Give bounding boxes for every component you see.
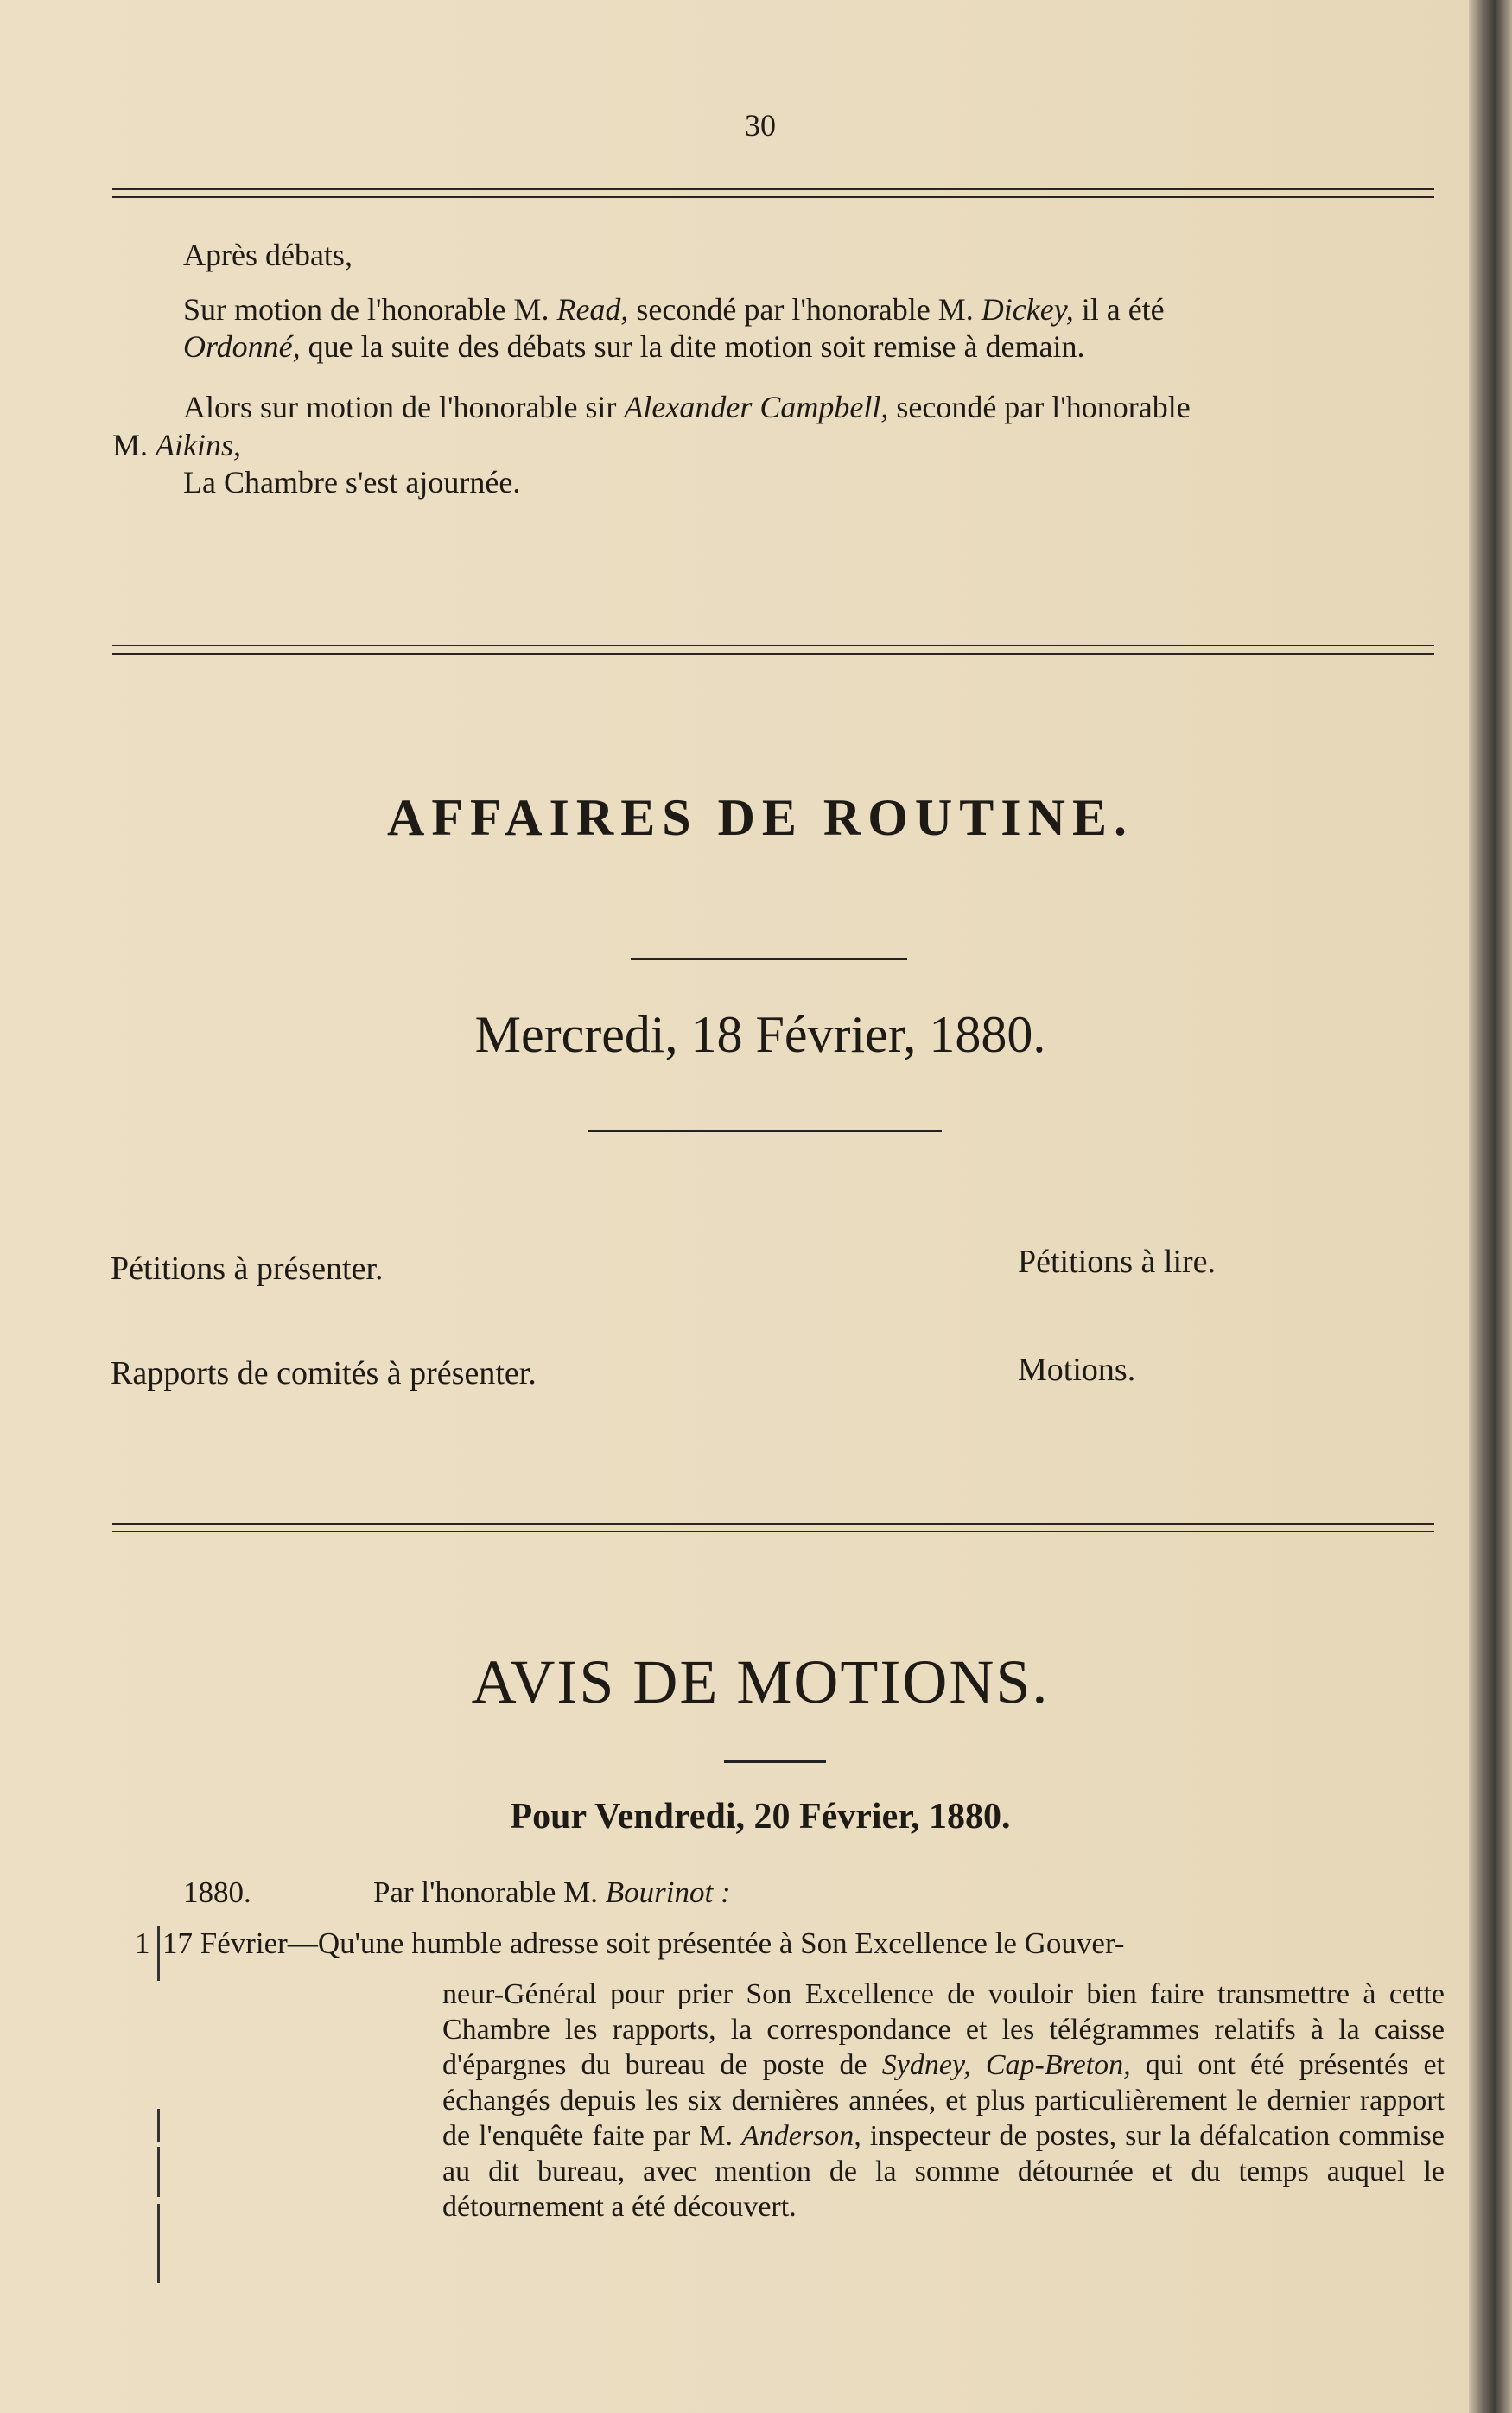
rule-mid-2 — [112, 653, 1434, 655]
para-apres-debats: Après débats, — [183, 238, 353, 272]
avis-year: 1880. — [183, 1875, 251, 1909]
rule-low-1 — [112, 1523, 1434, 1525]
para-aikins: M. Aikins, — [112, 428, 241, 462]
item-petitions-lire: Pétitions à lire. — [1018, 1244, 1217, 1280]
motion-number: 1 — [135, 1926, 150, 1960]
avis-par-honorable: Par l'honorable M. Bourinot : — [373, 1875, 731, 1909]
page-number: 30 — [745, 108, 776, 143]
divider-short-3 — [724, 1760, 826, 1763]
divider-short-1 — [631, 958, 907, 960]
divider-short-2 — [588, 1130, 942, 1132]
para-ordonne: Ordonné, que la suite des débats sur la dite motion soit remise à demain. — [183, 329, 1085, 364]
motion-first-line: 17 Février—Qu'une humble adresse soit présentée à Son Excellence le Gouver- — [162, 1926, 1125, 1960]
para-sur-motion-read: Sur motion de l'honorable M. Read, secondé par l'honorable M. Dickey, il a été — [183, 292, 1165, 327]
rule-low-2 — [112, 1531, 1434, 1532]
rule-top-2 — [112, 196, 1434, 198]
book-spine — [1469, 0, 1512, 2413]
routine-date: Mercredi, 18 Février, 1880. — [474, 1006, 1046, 1063]
heading-avis-de-motions: AVIS DE MOTIONS. — [471, 1647, 1050, 1716]
para-chambre-ajournee: La Chambre s'est ajournée. — [183, 465, 521, 500]
item-petitions-presenter: Pétitions à présenter. — [111, 1251, 384, 1287]
item-rapports-comites: Rapports de comités à présenter. — [111, 1355, 537, 1391]
motion-bar-4 — [157, 2204, 160, 2283]
motion-bar-1 — [157, 1926, 160, 1981]
rule-mid-1 — [112, 645, 1434, 646]
avis-subtitle: Pour Vendredi, 20 Février, 1880. — [510, 1797, 1011, 1837]
para-alors-sur-motion: Alors sur motion de l'honorable sir Alexander Campbell, secondé par l'honorable — [183, 390, 1191, 424]
rule-top-1 — [112, 188, 1434, 190]
motion-bar-3 — [157, 2147, 160, 2197]
motion-text: neur-Général pour prier Son Excellence de vouloir bien faire transmettre à cette Chambre les rapports, la correspondance et les télégrammes relatifs à la caisse d'épargnes du bureau de poste de Sydney, Cap-Breton, qui ont été présentés et échangés depuis les six dernières années, et plus particulièrement le dernier rapport de l'enquête faite par M. Anderson, inspecteur de postes, sur la défalcation commise au dit bureau, avec mention de la somme détournée et du temps auquel le détournement a été découvert. — [442, 1978, 1445, 2223]
motion-bar-2 — [157, 2109, 160, 2142]
heading-affaires-de-routine: AFFAIRES DE ROUTINE. — [387, 789, 1134, 846]
item-motions: Motions. — [1018, 1352, 1136, 1388]
